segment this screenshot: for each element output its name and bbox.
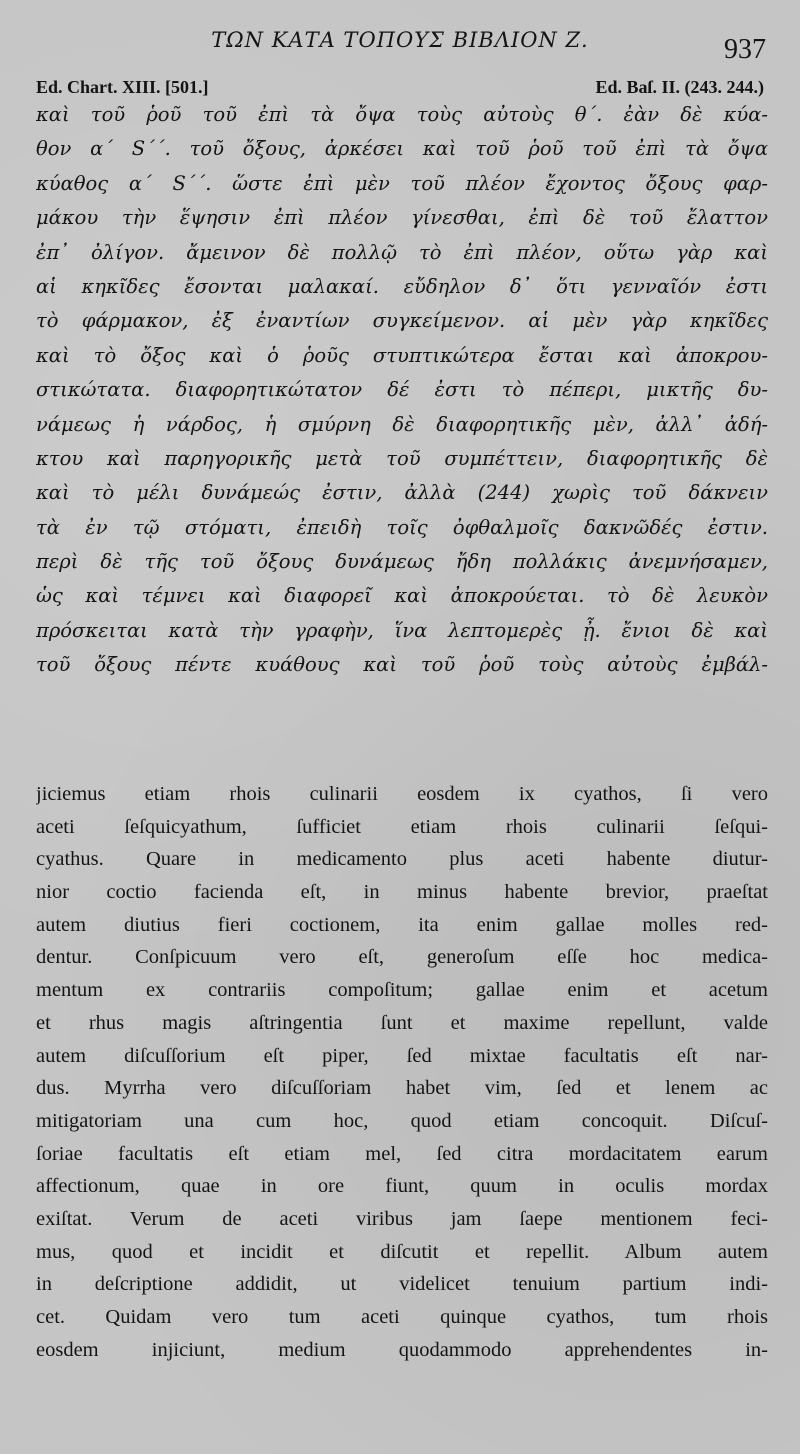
latin-text-line: jiciemus etiam rhois culinarii eosdem ix cyathos, ſi vero [36,783,768,805]
latin-text-line: dus. Myrrha vero diſcuſſoriam habet vim, ſed et lenem ac [36,1077,768,1100]
greek-text-line: καὶ τοῦ ῥοῦ τοῦ ἐπὶ τὰ ὄψα τοὺς αὐτοὺς θ΄. ἐὰν δὲ κύα- [36,103,768,126]
latin-text-line: cyathus. Quare in medicamento plus aceti habente diutur- [36,848,768,871]
greek-text-line: τὸ φάρμακον, ἐξ ἐναντίων συγκείμενον. αἱ μὲν γὰρ κηκῖδες [36,309,768,333]
edition-reference-left: Ed. Chart. XIII. [501.] [36,77,209,97]
edition-reference-right: Ed. Baſ. II. (243. 244.) [595,77,764,97]
greek-text-line: τοῦ ὄξους πέντε κυάθους καὶ τοῦ ῥοῦ τοὺς αὐτοὺς ἐμβάλ- [36,653,768,677]
latin-text-block [36,778,768,1366]
greek-text-line: νάμεως ἡ νάρδος, ἡ σμύρνη δὲ διαφορητικῆς μὲν, ἀλλ᾽ ἀδή- [36,412,768,436]
greek-text-line: περὶ δὲ τῆς τοῦ ὄξους δυνάμεως ἤδη πολλάκις ἀνεμνήσαμεν, [36,550,768,574]
greek-text-line: κύαθος α΄ S΄΄. ὥστε ἐπὶ μὲν τοῦ πλέον ἔχοντος ὄξους φαρ- [36,171,768,195]
greek-text-line: αἱ κηκῖδες ἔσονται μαλακαί. εὔδηλον δ᾽ ὅτι γενναῖόν ἐστι [36,274,768,298]
latin-text-line: mus, quod et incidit et diſcutit et repellit. Album autem [36,1240,768,1263]
greek-text-line: κτου καὶ παρηγορικῆς μετὰ τοῦ συμπέττειν, διαφορητικῆς δὲ [36,446,768,470]
latin-text-line: eosdem injiciunt, medium quodammodo apprehendentes in- [36,1338,768,1361]
greek-text-line: πρόσκειται κατὰ τὴν γραφὴν, ἵνα λεπτομερὲς ᾖ. ἔνιοι δὲ καὶ [36,618,768,642]
greek-text-line: τὰ ἐν τῷ στόματι, ἐπειδὴ τοῖς ὀφθαλμοῖς δακνῶδές ἐστιν. [36,515,768,539]
greek-text-line: μάκου τὴν ἕψησιν ἐπὶ πλέον γίνεσθαι, ἐπὶ δὲ τοῦ ἔλαττον [36,206,768,230]
latin-text-line: affectionum, quae in ore fiunt, quum in oculis mordax [36,1175,768,1198]
edition-reference-line [36,77,764,98]
greek-text-line: θον α΄ S΄΄. τοῦ ὄξους, ἀρκέσει καὶ τοῦ ῥοῦ τοῦ ἐπὶ τὰ ὄψα [36,137,768,161]
latin-text-line: dentur. Conſpicuum vero eſt, generoſum eſſe hoc medica- [36,946,768,969]
greek-text-line: ὡς καὶ τέμνει καὶ διαφορεῖ καὶ ἀποκρούεται. τὸ δὲ λευκὸν [36,584,768,608]
greek-text-line: ἐπ᾽ ὀλίγον. ἄμεινον δὲ πολλῷ τὸ ἐπὶ πλέον, οὕτω γὰρ καὶ [36,240,768,264]
latin-text-line: cet. Quidam vero tum aceti quinque cyathos, tum rhois [36,1306,768,1328]
greek-text-line: καὶ τὸ ὄξος καὶ ὁ ῥοῦς στυπτικώτερα ἔσται καὶ ἀποκρου- [36,343,768,367]
latin-text-line: autem diutius fieri coctionem, ita enim gallae molles red- [36,913,768,936]
latin-text-line: exiſtat. Verum de aceti viribus jam ſaepe mentionem feci- [36,1207,768,1230]
latin-text-line: mitigatoriam una cum hoc, quod etiam concoquit. Diſcuſ- [36,1109,768,1132]
greek-text-line: στικώτατα. διαφορητικώτατον δέ ἐστι τὸ πέπερι, μικτῆς δυ- [36,378,768,402]
latin-text-line: et rhus magis aſtringentia ſunt et maxime repellunt, valde [36,1011,768,1034]
greek-text-line: καὶ τὸ μέλι δυνάμεώς ἐστιν, ἀλλὰ (244) χωρὶς τοῦ δάκνειν [36,481,768,505]
latin-text-line: in deſcriptione addidit, ut videlicet tenuium partium indi- [36,1273,768,1296]
latin-text-line: ſoriae facultatis eſt etiam mel, ſed citra mordacitatem earum [36,1142,768,1165]
latin-text-line: nior coctio facienda eſt, in minus habente brevior, praeſtat [36,881,768,904]
latin-text-line: autem diſcuſſorium eſt piper, ſed mixtae facultatis eſt nar- [36,1044,768,1067]
latin-text-line: aceti ſeſquicyathum, ſufficiet etiam rhois culinarii ſeſqui- [36,815,768,838]
latin-text-line: mentum ex contrariis compoſitum; gallae enim et acetum [36,979,768,1002]
greek-text-block [36,98,768,683]
page-number: 937 [724,34,766,65]
running-title: ΤΩΝ ΚΑΤΑ ΤΟΠΟΥΣ ΒΙΒΛΙΟΝ Ζ. [211,28,589,52]
